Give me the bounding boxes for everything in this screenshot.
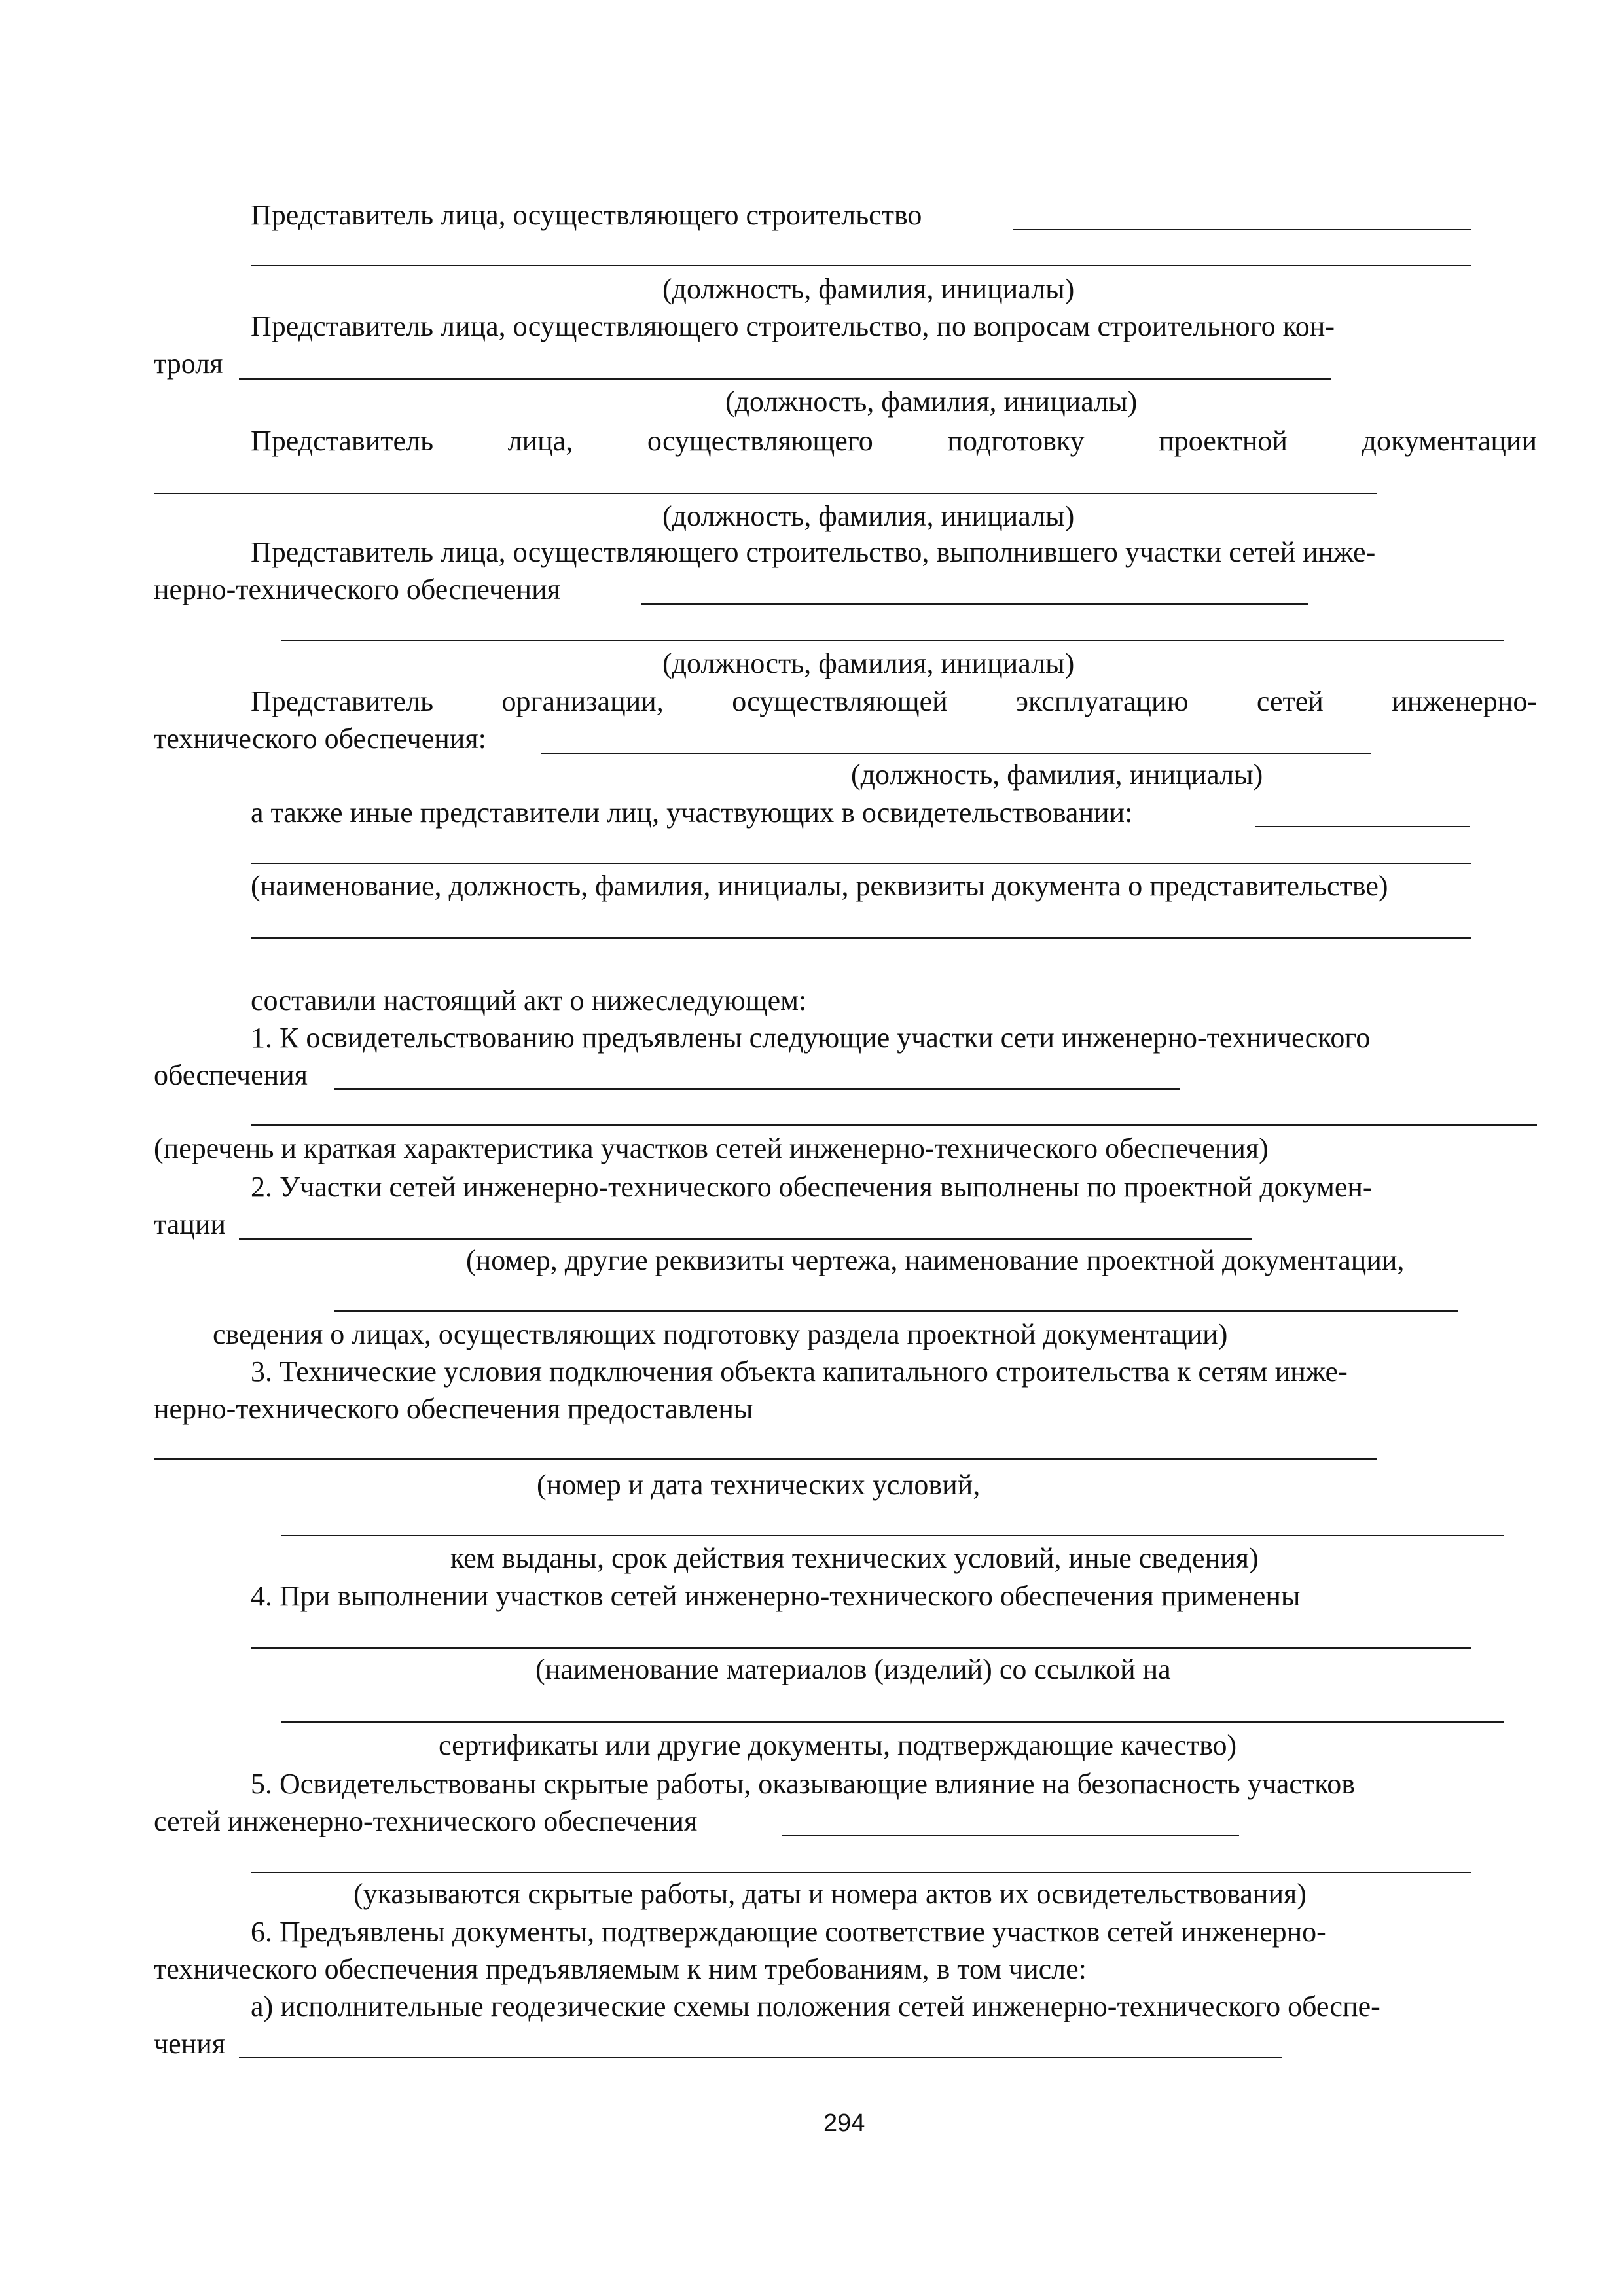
item-1-text-cont: обеспечения <box>154 1059 308 1091</box>
item-5-text-cont: сетей инженерно-технического обеспечения <box>154 1805 698 1837</box>
word: подготовку <box>947 425 1085 457</box>
caption-tech-conditions: (номер и дата технических условий, <box>537 1469 981 1501</box>
word: организации, <box>501 685 664 717</box>
other-reps-label: а также иные представители лиц, участвующих в освидетельствовании: <box>251 797 1133 829</box>
rep-operator-label <box>251 683 1537 721</box>
item-2-text-cont: тации <box>154 1208 226 1240</box>
caption-position-name: (должность, фамилия, инициалы) <box>662 647 1075 679</box>
item-6a-field[interactable] <box>239 2057 1282 2058</box>
item-6-text: 6. Предъявлены документы, подтверждающие соответствие участков сетей инженерно- <box>251 1916 1326 1948</box>
rep-networks-builder-label-cont: нерно-технического обеспечения <box>154 573 560 605</box>
caption-tech-conditions-issuer: кем выданы, срок действия технических условий, иные сведения) <box>450 1542 1259 1574</box>
word: осуществляющей <box>732 685 948 717</box>
item-1-text: 1. К освидетельствованию предъявлены следующие участки сети инженерно-технического <box>251 1022 1371 1054</box>
item-5-field[interactable] <box>782 1835 1239 1836</box>
word: Представитель <box>251 685 434 717</box>
item-5-text: 5. Освидетельствованы скрытые работы, оказывающие влияние на безопасность участков <box>251 1768 1356 1800</box>
caption-position-name: (должность, фамилия, инициалы) <box>851 759 1263 791</box>
word: проектной <box>1159 425 1288 457</box>
rep-construction-control-label: Представитель лица, осуществляющего строительство, по вопросам строительного кон- <box>251 310 1335 342</box>
caption-other-reps: (наименование, должность, фамилия, инициалы, реквизиты документа о представительстве) <box>251 870 1388 902</box>
word: документации <box>1362 425 1537 457</box>
composed-act-text: составили настоящий акт о нижеследующем: <box>251 984 807 1016</box>
item-2-field-line2[interactable] <box>334 1310 1458 1312</box>
rep-networks-builder-label: Представитель лица, осуществляющего строительство, выполнившего участки сетей инже- <box>251 536 1376 568</box>
item-6a-text: а) исполнительные геодезические схемы положения сетей инженерно-технического обеспе- <box>251 1990 1380 2022</box>
caption-drawing-details: (номер, другие реквизиты чертежа, наименование проектной документации, <box>466 1244 1405 1276</box>
rep-design-field[interactable] <box>154 493 1377 494</box>
word: эксплуатацию <box>1016 685 1189 717</box>
caption-materials: (наименование материалов (изделий) со ссылкой на <box>535 1653 1171 1685</box>
item-6a-text-cont: чения <box>154 2028 225 2060</box>
item-3-field-line2[interactable] <box>281 1535 1504 1536</box>
item-6-text-cont: технического обеспечения предъявляемым к ним требованиям, в том числе: <box>154 1953 1087 1985</box>
rep-design-label <box>251 422 1537 460</box>
rep-construction-control-label-cont: троля <box>154 348 223 380</box>
caption-position-name: (должность, фамилия, инициалы) <box>725 386 1138 418</box>
other-reps-field-line3[interactable] <box>251 937 1471 939</box>
rep-networks-builder-field-line2[interactable] <box>281 640 1504 641</box>
page-number: 294 <box>823 2109 865 2137</box>
rep-operator-field[interactable] <box>541 753 1371 754</box>
item-1-field[interactable] <box>334 1088 1180 1090</box>
item-3-field[interactable] <box>154 1458 1377 1460</box>
caption-hidden-works: (указываются скрытые работы, даты и номера актов их освидетельствования) <box>353 1878 1307 1910</box>
word: инженерно- <box>1392 685 1537 717</box>
caption-position-name: (должность, фамилия, инициалы) <box>662 273 1075 305</box>
other-reps-field-line2[interactable] <box>251 863 1471 864</box>
item-4-text: 4. При выполнении участков сетей инженерно-технического обеспечения применены <box>251 1580 1301 1612</box>
word: лица, <box>507 425 573 457</box>
rep-builder-label: Представитель лица, осуществляющего строительство <box>251 199 922 231</box>
other-reps-field[interactable] <box>1255 826 1470 827</box>
rep-networks-builder-field[interactable] <box>641 603 1308 605</box>
rep-construction-control-field[interactable] <box>239 378 1331 380</box>
word: осуществляющего <box>647 425 873 457</box>
caption-certificates: сертификаты или другие документы, подтверждающие качество) <box>439 1729 1237 1761</box>
caption-network-sections: (перечень и краткая характеристика участков сетей инженерно-технического обеспечения) <box>154 1132 1269 1164</box>
word: сетей <box>1256 685 1324 717</box>
item-4-field-line2[interactable] <box>281 1721 1504 1723</box>
item-2-field[interactable] <box>239 1238 1252 1240</box>
item-5-field-line2[interactable] <box>251 1872 1471 1873</box>
caption-design-persons: сведения о лицах, осуществляющих подготовку раздела проектной документации) <box>213 1318 1228 1350</box>
rep-operator-label-cont: технического обеспечения: <box>154 723 486 755</box>
item-4-field[interactable] <box>251 1647 1471 1649</box>
word: Представитель <box>251 425 434 457</box>
item-2-text: 2. Участки сетей инженерно-технического обеспечения выполнены по проектной докумен- <box>251 1171 1373 1203</box>
rep-builder-field-line2[interactable] <box>251 265 1471 266</box>
caption-position-name: (должность, фамилия, инициалы) <box>662 500 1075 532</box>
item-1-field-line2[interactable] <box>251 1124 1537 1126</box>
rep-builder-field[interactable] <box>1013 229 1471 230</box>
item-3-text: 3. Технические условия подключения объекта капитального строительства к сетям инже- <box>251 1355 1348 1388</box>
item-3-text-cont: нерно-технического обеспечения предоставлены <box>154 1393 753 1425</box>
